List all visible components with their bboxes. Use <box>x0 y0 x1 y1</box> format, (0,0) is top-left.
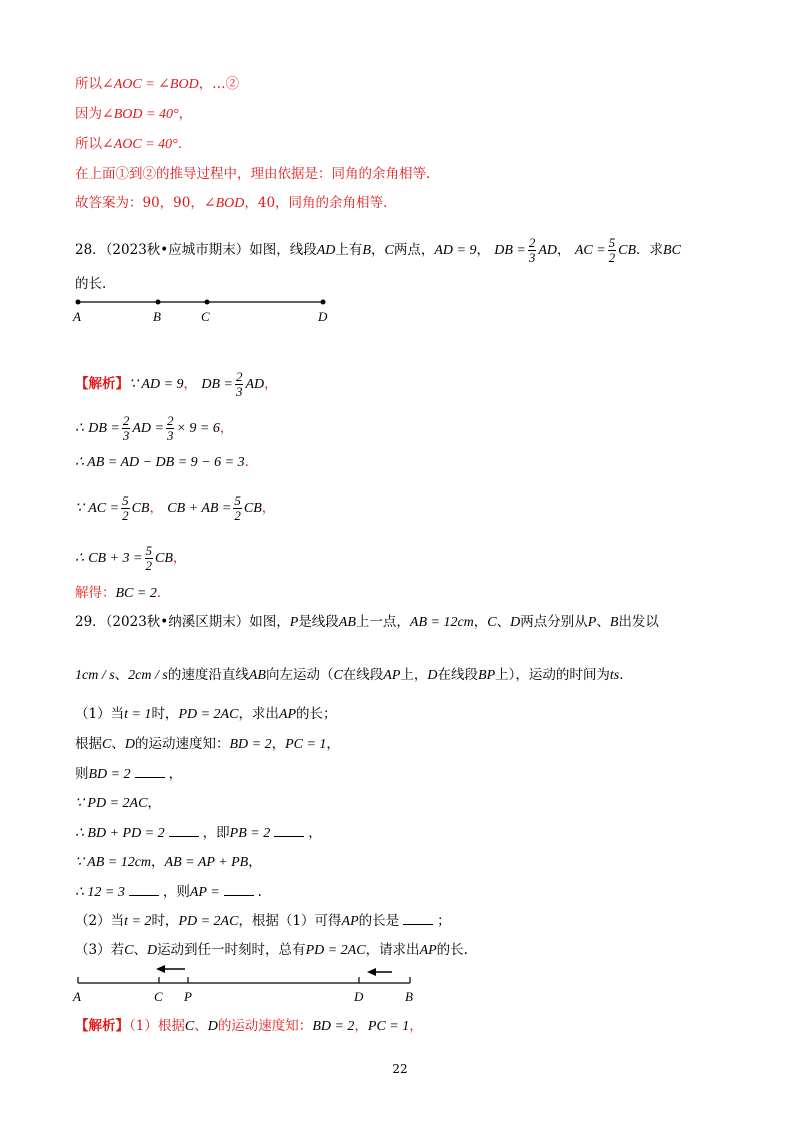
q28-sol-5: ∴ CB + 3 = $\frac{5}{2}$ CB， <box>75 543 187 573</box>
point-a <box>76 300 81 305</box>
label-d: D <box>318 309 328 324</box>
arrow-left-icon <box>156 965 185 973</box>
label-a: A <box>73 309 81 324</box>
q29-part-2: （2）当t = 2时，PD = 2AC，根据（1）可得AP的长是 ； <box>75 913 451 929</box>
q28-sol-1: 【解析】∵ AD = 9， DB = $\frac{2}{3}$ AD， <box>75 369 278 399</box>
fraction-5-2: $\frac{5}{2}$ <box>122 493 129 523</box>
q29-stem-1: 29．（2023秋•纳溪区期末）如图，P是线段AB上一点，AB = 12cm，C、D两点分别从P、B出发以 <box>75 614 659 630</box>
q28-segment-figure <box>70 292 340 328</box>
q28-sol-3: ∴ AB = AD − DB = 9 − 6 = 3． <box>75 454 259 470</box>
q28-sol-4: ∵ AC = $\frac{5}{2}$ CB， CB + AB = $\frac{5}{2}$ CB， <box>75 493 276 523</box>
q29-part-3: （3）若C、D运动到任一时刻时，总有PD = 2AC，请求出AP的长. <box>75 942 468 958</box>
fraction-5-2: $\frac{5}{2}$ <box>608 235 616 265</box>
sol27-line-5: 故答案为：90，90，∠BOD，40，同角的余角相等. <box>75 195 388 211</box>
q29-reason-4: ∴ BD + PD = 2 ，即PB = 2 ， <box>75 825 322 841</box>
q29-reason-5: ∵ AB = 12cm，AB = AP + PB， <box>75 854 262 870</box>
fraction-2-3: $\frac{2}{3}$ <box>235 369 243 399</box>
label-c: C <box>154 989 163 1004</box>
answer-blank[interactable] <box>224 883 254 896</box>
q28-stem: 28．（2023秋•应城市期末）如图，线段AD上有B，C两点，AD = 9， DB = $\frac{2}{3}$ AD， AC = $\frac{5}{2}$ CB．求BC <box>75 235 681 265</box>
q29-part-1: （1）当t = 1时，PD = 2AC，求出AP的长； <box>75 706 337 722</box>
label-d: D <box>354 989 364 1004</box>
sol27-line-3: 所以∠AOC = 40°． <box>75 136 192 152</box>
arrow-left-icon <box>367 968 392 976</box>
q29-sol-1: 【解析】（1）根据C、D的运动速度知：BD = 2，PC = 1， <box>75 1018 423 1034</box>
q29-reason-1: 根据C、D的运动速度知：BD = 2，PC = 1， <box>75 736 340 752</box>
point-d <box>321 300 326 305</box>
sol27-line-2: 因为∠BOD = 40°， <box>75 106 193 122</box>
page-number: 22 <box>392 1062 408 1076</box>
q29-reason-6: ∴ 12 = 3 ，则AP = . <box>75 884 262 900</box>
fraction-2-3: $\frac{2}{3}$ <box>166 413 174 443</box>
answer-blank[interactable] <box>135 765 165 778</box>
fraction-2-3: $\frac{2}{3}$ <box>122 413 130 443</box>
sol27-line-1: 所以∠AOC = ∠BOD，…② <box>75 76 240 92</box>
q29-reason-3: ∵ PD = 2AC， <box>75 795 161 811</box>
label-b: B <box>405 989 413 1004</box>
answer-blank[interactable] <box>403 912 433 925</box>
fraction-5-2: $\frac{5}{2}$ <box>145 543 153 573</box>
sol27-line-4: 在上面①到②的推导过程中，理由依据是：同角的余角相等. <box>75 166 431 182</box>
q29-segment-figure <box>70 960 420 1006</box>
answer-blank[interactable] <box>129 883 159 896</box>
fraction-2-3: $\frac{2}{3}$ <box>528 235 536 265</box>
label-c: C <box>201 309 210 324</box>
answer-blank[interactable] <box>169 824 199 837</box>
q28-sol-6: 解得：BC = 2． <box>75 585 171 601</box>
point-b <box>156 300 161 305</box>
q28-stem-tail: 的长. <box>75 276 107 292</box>
q29-stem-2: 1cm / s、2cm / s的速度沿直线AB向左运动（C在线段AP上，D在线段BP上），运动的时间为ts． <box>75 667 633 683</box>
q28-sol-2: ∴ DB = $\frac{2}{3}$ AD = $\frac{2}{3}$ × 9 = 6， <box>75 413 234 443</box>
label-b: B <box>153 309 161 324</box>
label-p: P <box>184 989 192 1004</box>
label-a: A <box>73 989 81 1004</box>
fraction-5-2: $\frac{5}{2}$ <box>234 493 241 523</box>
q29-reason-2: 则BD = 2 ， <box>75 766 183 782</box>
point-c <box>205 300 210 305</box>
answer-blank[interactable] <box>274 824 304 837</box>
